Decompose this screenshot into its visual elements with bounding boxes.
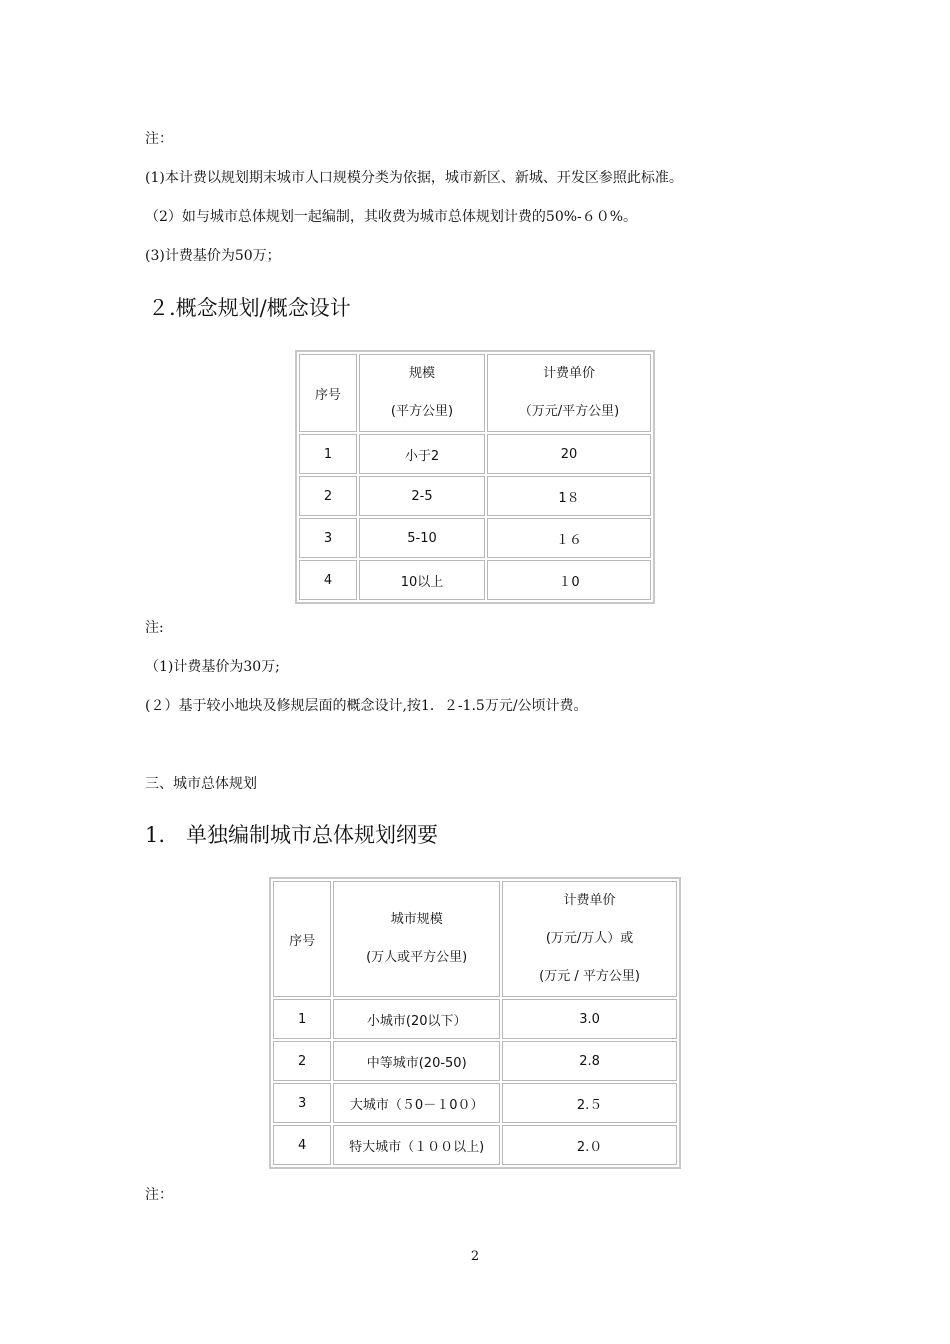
cell-scale: 大城市（５0－１0０） (333, 1083, 500, 1123)
header-text: 城市规模 (390, 912, 443, 927)
table-header-row (273, 881, 677, 997)
cell-scale: 5-10 (359, 518, 485, 558)
fee-table-master-plan (269, 877, 681, 1169)
cell-index: 3 (299, 518, 357, 558)
table-row (299, 476, 651, 516)
cell-index: 1 (299, 434, 357, 474)
cell-scale: 2-5 (359, 476, 485, 516)
header-text: (万元/万人）或 (545, 931, 634, 946)
cell-price: 2.8 (502, 1041, 677, 1081)
note-label: 注： (145, 131, 173, 147)
header-cell: 序号 (299, 354, 357, 432)
cell-scale: 小于2 (359, 434, 485, 474)
header-text: 计费单价 (542, 366, 595, 381)
header-text: (平方公里) (390, 404, 454, 419)
table-row (273, 1083, 677, 1123)
table-row (299, 434, 651, 474)
cell-scale: 特大城市（１００以上) (333, 1125, 500, 1165)
note-item: （2）如与城市总体规划一起编制，其收费为城市总体规划计费的50%-６０%。 (145, 209, 638, 225)
table-row (299, 560, 651, 600)
note-label: 注: (145, 620, 164, 636)
cell-price: 2.０ (502, 1125, 677, 1165)
note-item: (1)本计费以规划期末城市人口规模分类为依据，城市新区、新城、开发区参照此标准。 (145, 170, 683, 186)
header-text: (万人或平方公里) (366, 950, 468, 965)
header-text: （万元/平方公里) (518, 404, 620, 419)
cell-price: １0 (487, 560, 651, 600)
note-item: (２）基于较小地块及修规层面的概念设计,按1．２-1.5万元/公顷计费。 (145, 698, 588, 714)
table-header-row (299, 354, 651, 432)
chapter-title: 三、城市总体规划 (145, 776, 257, 792)
header-cell (359, 354, 485, 432)
cell-index: 4 (273, 1125, 331, 1165)
header-text: (万元 / 平方公里) (539, 969, 640, 984)
cell-scale: 小城市(20以下） (333, 999, 500, 1039)
cell-index: 3 (273, 1083, 331, 1123)
cell-index: 1 (273, 999, 331, 1039)
table-row (273, 1041, 677, 1081)
fee-table-concept (295, 350, 655, 604)
page-number: 2 (470, 1249, 480, 1264)
note-item: （1)计费基价为30万; (145, 659, 280, 675)
section-heading: 1. 单独编制城市总体规划纲要 (145, 823, 439, 847)
header-text: 计费单价 (563, 893, 616, 908)
cell-index: 2 (273, 1041, 331, 1081)
section-heading: ２.概念规划/概念设计 (148, 296, 351, 320)
note-label: 注： (145, 1187, 173, 1203)
cell-scale: 10以上 (359, 560, 485, 600)
table-row (273, 1125, 677, 1165)
header-cell (502, 881, 677, 997)
cell-price: 3.0 (502, 999, 677, 1039)
header-cell (333, 881, 500, 997)
cell-price: 20 (487, 434, 651, 474)
header-text: 规模 (408, 366, 435, 381)
cell-index: 2 (299, 476, 357, 516)
table-row (299, 518, 651, 558)
table-row (273, 999, 677, 1039)
cell-price: 1８ (487, 476, 651, 516)
cell-price: 2.５ (502, 1083, 677, 1123)
note-item: (3)计费基价为50万； (145, 248, 281, 264)
header-cell (487, 354, 651, 432)
header-cell: 序号 (273, 881, 331, 997)
cell-price: １６ (487, 518, 651, 558)
cell-index: 4 (299, 560, 357, 600)
cell-scale: 中等城市(20-50) (333, 1041, 500, 1081)
